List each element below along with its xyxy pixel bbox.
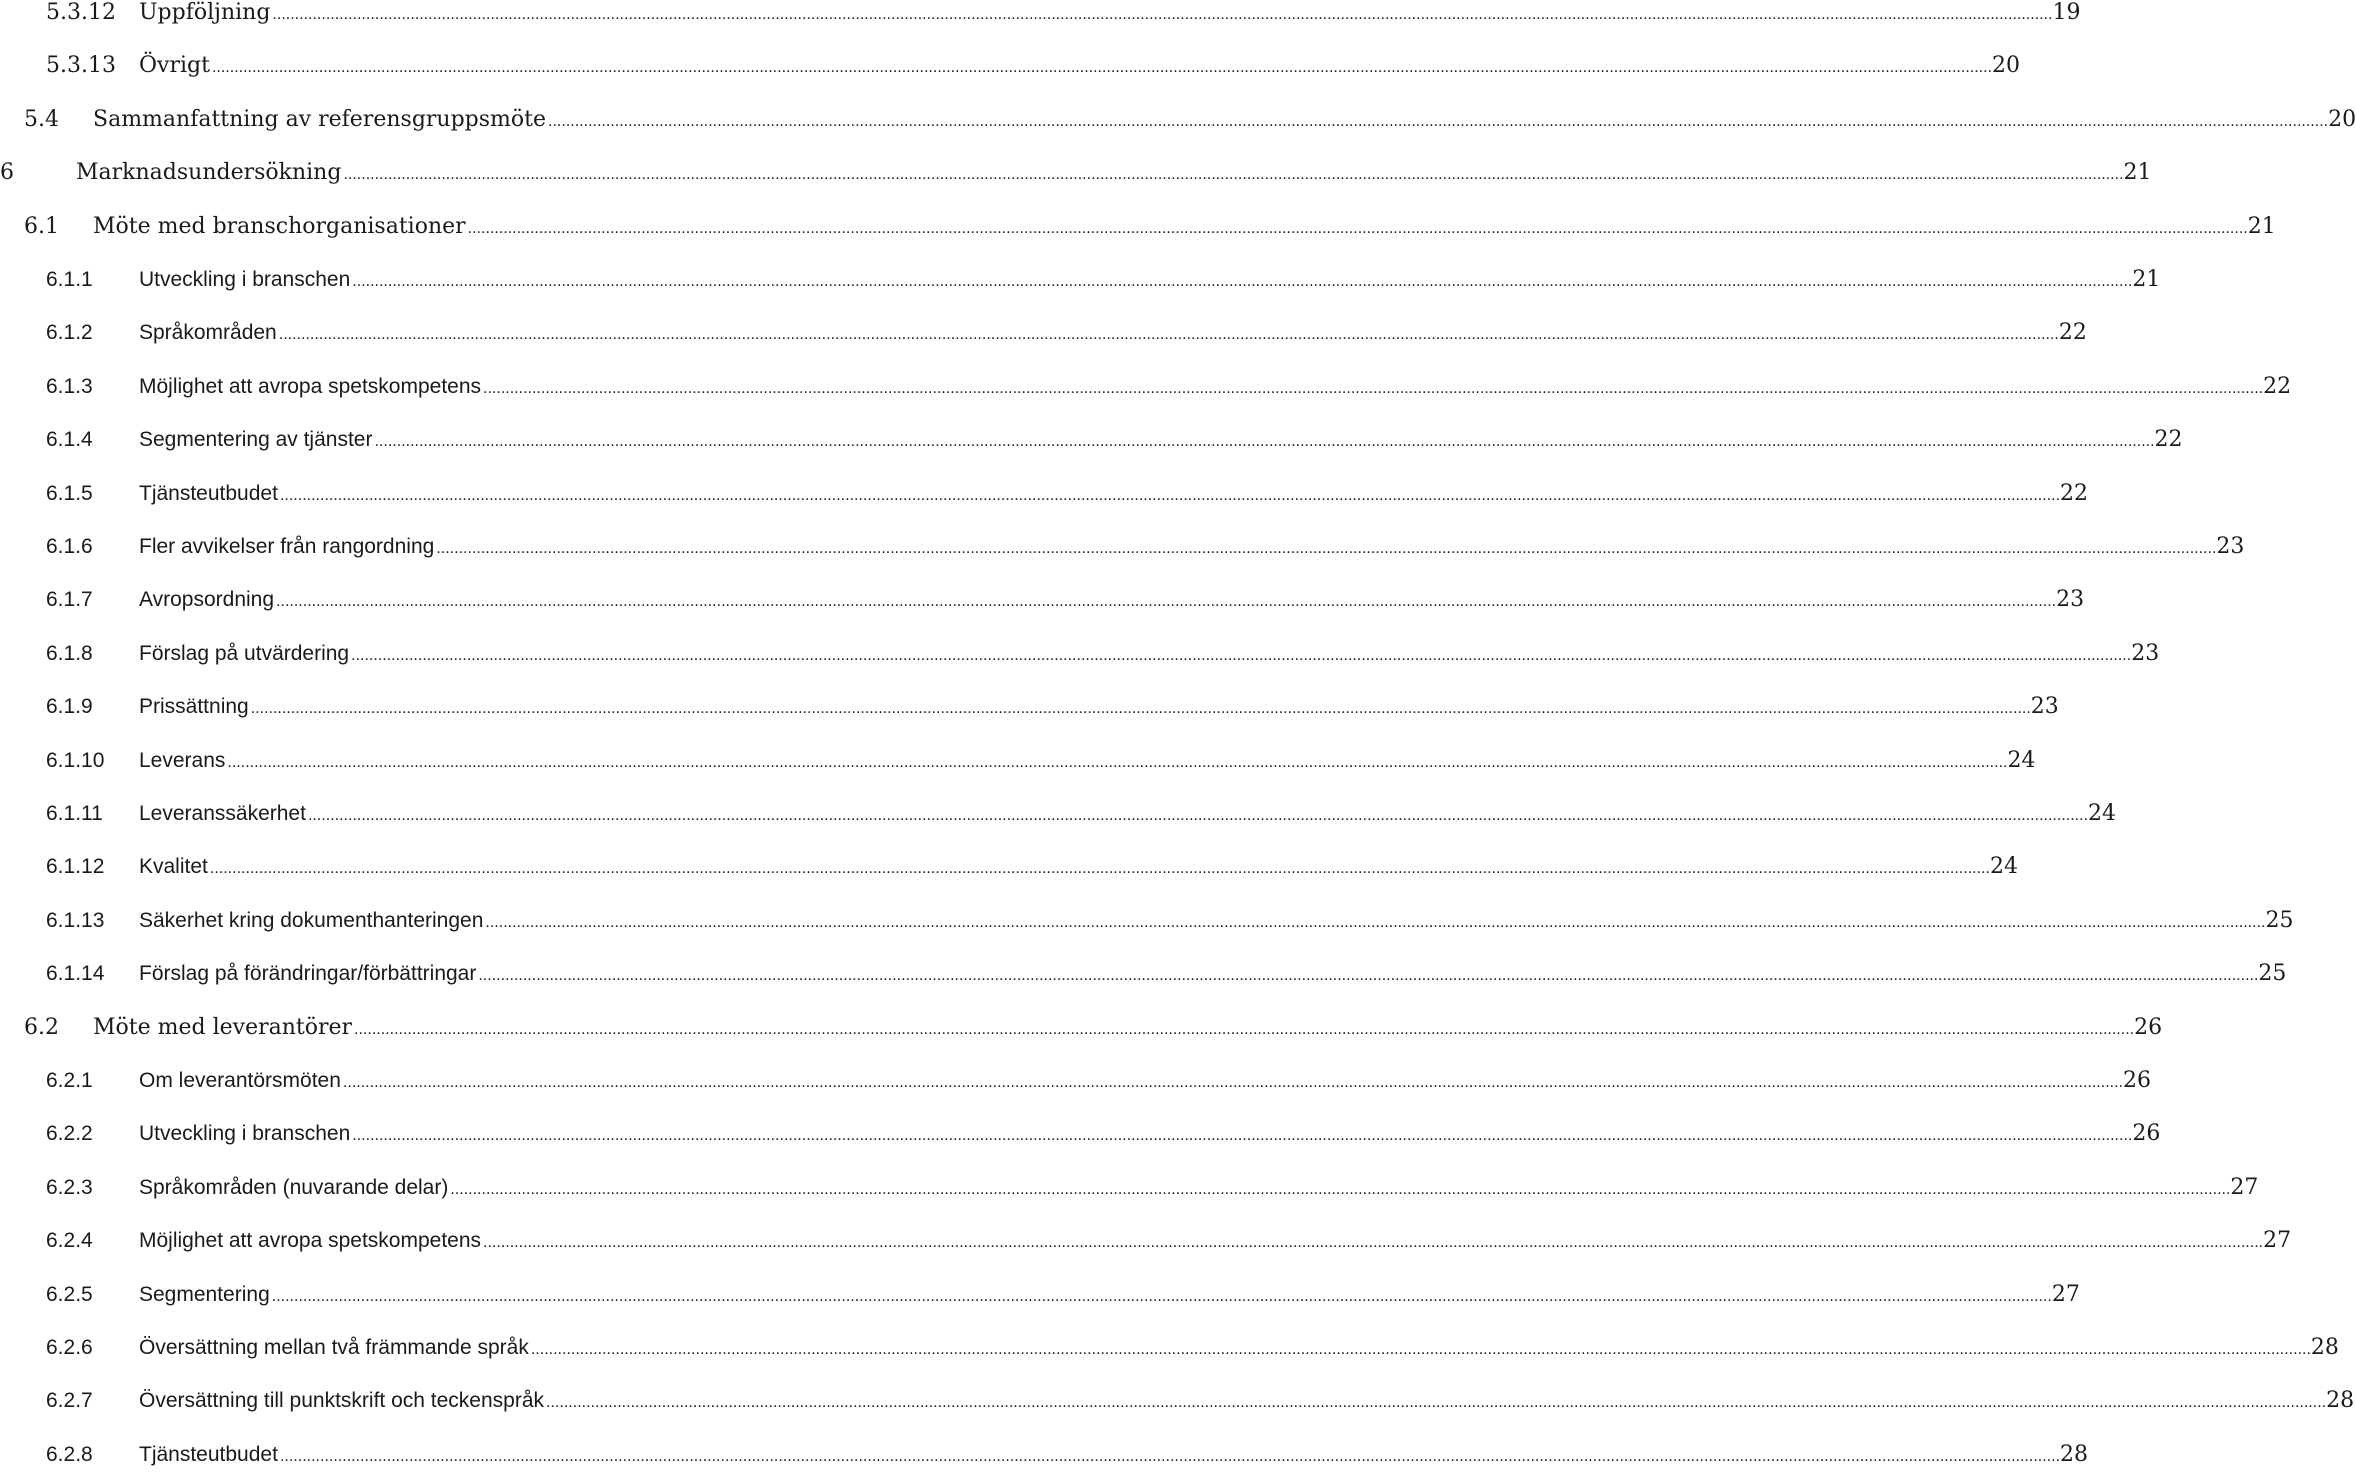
toc-entry[interactable] (0, 46, 2021, 86)
dot-leader: ................................................................................................................................................................................................................................................................................................................................................................................................................ (478, 968, 2259, 985)
toc-entry-number: 6.1.6 (46, 535, 93, 558)
toc-entry-number: 6.2.4 (46, 1229, 93, 1253)
toc-entry[interactable] (0, 1275, 2080, 1315)
toc-entry-title: Sammanfattning av referensgruppsmöte (93, 106, 547, 132)
toc-entry[interactable] (0, 1114, 2161, 1154)
toc-entry-page: 21 (2247, 213, 2276, 239)
toc-entry[interactable] (0, 634, 2160, 674)
toc-entry[interactable] (0, 367, 2292, 407)
toc-entry-number: 6.1.5 (46, 481, 93, 505)
toc-entry-page: 20 (1992, 53, 2021, 79)
toc-entry-title: Leverans (139, 748, 226, 772)
toc-entry-title: Marknadsundersökning (76, 160, 342, 186)
toc-entry-number: 6.1.13 (46, 908, 105, 932)
toc-entry-page: 21 (2123, 160, 2152, 186)
toc-entry-number: 5.3.13 (46, 53, 116, 79)
toc-entry-number: 5.3.12 (46, 0, 116, 25)
toc-entry-page: 22 (2263, 373, 2292, 399)
toc-entry-number: 6.2.3 (46, 1175, 93, 1199)
toc-entry[interactable] (0, 580, 2085, 620)
toc-entry[interactable] (0, 527, 2245, 567)
toc-entry-title: Möjlighet att avropa spetskompetens (139, 374, 482, 398)
dot-leader: ................................................................................................................................................................................................................................................................................................................................................................................................................ (209, 861, 1990, 878)
dot-leader: ................................................................................................................................................................................................................................................................................................................................................................................................................ (436, 541, 2217, 557)
toc-entry[interactable] (0, 474, 2089, 514)
dot-leader: ................................................................................................................................................................................................................................................................................................................................................................................................................ (354, 1021, 2135, 1038)
toc-entry-title: Segmentering (139, 1282, 270, 1306)
toc-entry-title: Utveckling i branschen (139, 268, 351, 291)
dot-leader: ................................................................................................................................................................................................................................................................................................................................................................................................................ (342, 1075, 2123, 1091)
toc-entry[interactable] (0, 207, 2276, 247)
dot-leader: ................................................................................................................................................................................................................................................................................................................................................................................................................ (483, 1235, 2264, 1252)
toc-entry-page: 28 (2060, 1441, 2089, 1467)
toc-entry-number: 6.1.14 (46, 962, 105, 986)
toc-entry-number: 6.2.6 (46, 1336, 93, 1359)
toc-entry-page: 25 (2265, 907, 2294, 933)
dot-leader: ................................................................................................................................................................................................................................................................................................................................................................................................................ (227, 754, 2008, 771)
toc-entry[interactable] (0, 1221, 2292, 1261)
dot-leader: ................................................................................................................................................................................................................................................................................................................................................................................................................ (250, 701, 2031, 718)
toc-entry-page: 23 (2056, 587, 2085, 613)
dot-leader: ................................................................................................................................................................................................................................................................................................................................................................................................................ (450, 1181, 2231, 1198)
toc-entry-number: 6.1.12 (46, 855, 105, 879)
dot-leader: ................................................................................................................................................................................................................................................................................................................................................................................................................ (352, 1128, 2133, 1145)
toc-entry-title: Möte med leverantörer (93, 1014, 353, 1040)
dot-leader: ................................................................................................................................................................................................................................................................................................................................................................................................................ (343, 167, 2124, 184)
toc-entry[interactable] (0, 1008, 2163, 1048)
toc-entry-title: Säkerhet kring dokumenthanteringen (139, 908, 484, 932)
dot-leader: ................................................................................................................................................................................................................................................................................................................................................................................................................ (483, 380, 2264, 397)
toc-entry-page: 23 (2131, 640, 2160, 666)
toc-entry-page: 24 (2007, 747, 2036, 773)
toc-entry-title: Översättning mellan två främmande språk (139, 1336, 529, 1359)
dot-leader: ................................................................................................................................................................................................................................................................................................................................................................................................................ (374, 434, 2155, 451)
toc-entry-page: 23 (2030, 694, 2059, 720)
toc-entry-number: 6.2.7 (46, 1389, 93, 1413)
toc-entry-title: Tjänsteutbudet (139, 481, 278, 505)
toc-entry-title: Förslag på utvärdering (139, 641, 350, 665)
dot-leader: ................................................................................................................................................................................................................................................................................................................................................................................................................ (279, 1448, 2061, 1465)
toc-entry-title: Avropsordning (139, 588, 275, 612)
toc-entry-number: 6.1.3 (46, 374, 93, 398)
toc-entry-page: 19 (2052, 0, 2081, 25)
toc-entry[interactable] (0, 1435, 2089, 1475)
toc-entry[interactable] (0, 1328, 2339, 1368)
toc-entry-title: Språkområden (139, 321, 277, 345)
toc-entry-title: Fler avvikelser från rangordning (139, 535, 435, 558)
toc-entry-title: Möjlighet att avropa spetskompetens (139, 1229, 482, 1253)
dot-leader: ................................................................................................................................................................................................................................................................................................................................................................................................................ (279, 487, 2061, 504)
toc-entry-title: Utveckling i branschen (139, 1122, 351, 1146)
toc-entry-title: Kvalitet (139, 855, 208, 879)
toc-entry-number: 6.2.8 (46, 1442, 93, 1466)
toc-entry-page: 22 (2060, 480, 2089, 506)
toc-entry-number: 6.1.2 (46, 321, 93, 345)
toc-entry-page: 27 (2230, 1174, 2259, 1200)
toc-entry-number: 6.1.4 (46, 428, 93, 452)
dot-leader: ................................................................................................................................................................................................................................................................................................................................................................................................................ (530, 1342, 2311, 1358)
toc-entry-page: 20 (2328, 106, 2356, 132)
dot-leader: ................................................................................................................................................................................................................................................................................................................................................................................................................ (211, 60, 1993, 77)
toc-entry[interactable] (0, 1061, 2151, 1101)
toc-entry[interactable] (0, 901, 2294, 941)
toc-entry-number: 6.2.5 (46, 1282, 93, 1306)
toc-entry-number: 6.1.7 (46, 588, 93, 612)
dot-leader: ................................................................................................................................................................................................................................................................................................................................................................................................................ (546, 1395, 2327, 1412)
toc-entry[interactable] (0, 1381, 2355, 1421)
toc-entry-title: Tjänsteutbudet (139, 1442, 278, 1466)
toc-entry-page: 26 (2132, 1121, 2161, 1147)
toc-entry[interactable] (0, 313, 2087, 353)
dot-leader: ................................................................................................................................................................................................................................................................................................................................................................................................................ (278, 327, 2059, 344)
toc-entry-page: 26 (2134, 1014, 2163, 1040)
toc-entry-number: 6.2.2 (46, 1122, 93, 1146)
dot-leader: ................................................................................................................................................................................................................................................................................................................................................................................................................ (276, 594, 2057, 611)
toc-entry[interactable] (0, 687, 2059, 727)
toc-entry-page: 25 (2258, 961, 2287, 987)
toc-entry[interactable] (0, 420, 2183, 460)
toc-entry-page: 24 (2088, 801, 2117, 826)
dot-leader: ................................................................................................................................................................................................................................................................................................................................................................................................................ (485, 914, 2266, 931)
dot-leader: ................................................................................................................................................................................................................................................................................................................................................................................................................ (272, 7, 2053, 23)
dot-leader: ................................................................................................................................................................................................................................................................................................................................................................................................................ (271, 1288, 2052, 1305)
toc-entry-number: 6.2.1 (46, 1069, 93, 1092)
toc-entry-number: 6.1.11 (46, 802, 103, 825)
toc-entry[interactable] (0, 954, 2287, 994)
toc-entry-page: 23 (2216, 534, 2245, 559)
toc-entry-title: Förslag på förändringar/förbättringar (139, 962, 477, 986)
toc-entry-title: Övrigt (139, 53, 210, 79)
toc-entry[interactable] (0, 741, 2036, 781)
dot-leader: ................................................................................................................................................................................................................................................................................................................................................................................................................ (548, 113, 2329, 130)
toc-entry-page: 21 (2132, 267, 2161, 292)
toc-entry-title: Möte med branschorganisationer (93, 213, 466, 239)
toc-entry[interactable] (0, 100, 2356, 140)
toc-entry-number: 6.2 (24, 1014, 59, 1040)
dot-leader: ................................................................................................................................................................................................................................................................................................................................................................................................................ (307, 808, 2089, 824)
toc-entry[interactable] (0, 153, 2152, 193)
toc-entry-page: 27 (2263, 1228, 2292, 1254)
dot-leader: ................................................................................................................................................................................................................................................................................................................................................................................................................ (352, 274, 2133, 290)
toc-entry-number: 5.4 (24, 106, 59, 132)
toc-entry-number: 6.1.1 (46, 268, 93, 291)
toc-entry-title: Leveranssäkerhet (139, 802, 306, 825)
toc-entry-number: 6.1 (24, 213, 59, 239)
toc-entry[interactable] (0, 260, 2161, 300)
toc-entry-number: 6 (0, 160, 14, 186)
toc-entry-title: Språkområden (nuvarande delar) (139, 1175, 449, 1199)
dot-leader: ................................................................................................................................................................................................................................................................................................................................................................................................................ (351, 647, 2132, 664)
toc-entry[interactable] (0, 847, 2018, 887)
toc-entry-title: Segmentering av tjänster (139, 428, 373, 452)
toc-entry-page: 28 (2326, 1388, 2355, 1414)
toc-entry-page: 22 (2058, 320, 2087, 346)
toc-entry-number: 6.1.9 (46, 695, 93, 719)
toc-entry-number: 6.1.8 (46, 641, 93, 665)
toc-entry-title: Uppföljning (139, 0, 271, 25)
toc-entry-page: 22 (2154, 427, 2183, 453)
toc-entry-page: 24 (1989, 854, 2018, 880)
toc-entry-title: Prissättning (139, 695, 249, 719)
toc-entry-number: 6.1.10 (46, 748, 105, 772)
toc-entry-title: Om leverantörsmöten (139, 1069, 341, 1092)
toc-entry[interactable] (0, 794, 2117, 834)
toc-entry-title: Översättning till punktskrift och teckenspråk (139, 1389, 545, 1413)
toc-entry[interactable] (0, 0, 2081, 33)
toc-entry-page: 27 (2051, 1281, 2080, 1307)
toc-entry[interactable] (0, 1168, 2259, 1208)
toc-entry-page: 26 (2123, 1068, 2151, 1093)
dot-leader: ................................................................................................................................................................................................................................................................................................................................................................................................................ (467, 220, 2248, 237)
toc-entry-page: 28 (2310, 1335, 2339, 1360)
